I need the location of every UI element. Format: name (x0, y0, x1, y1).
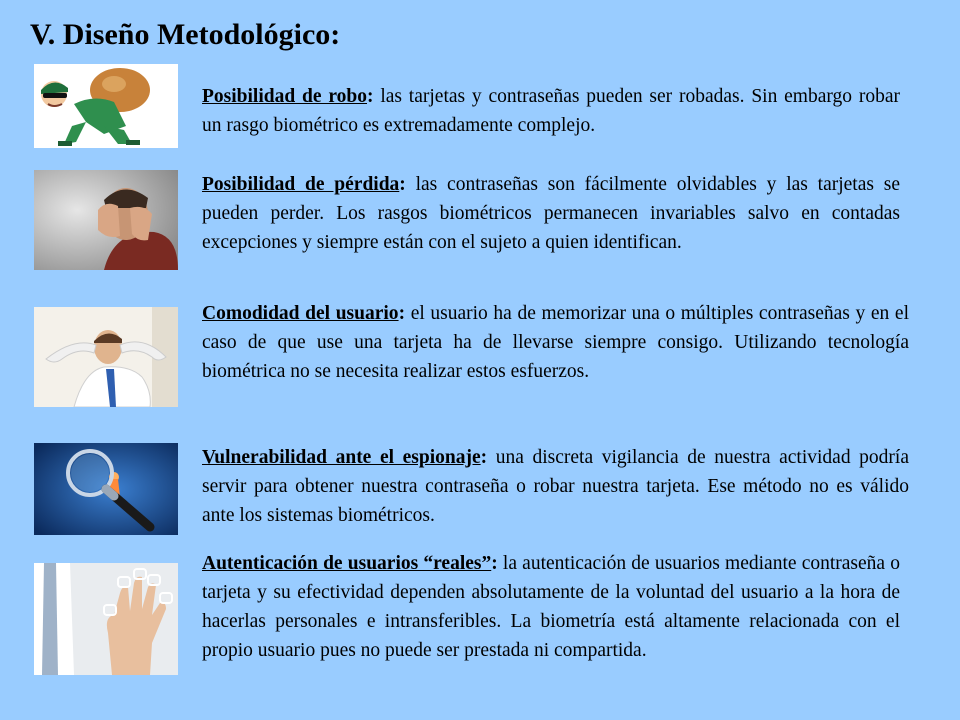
item-term: Autenticación de usuarios “reales” (202, 553, 492, 574)
item-comodidad: Comodidad del usuario: el usuario ha de memorizar una o múltiples contraseñas y en el caso de que use una tarjeta ha de llevarse siempre consigo. Utilizando tecnología biométrica no se necesita realizar estos esfuerzos. (202, 303, 909, 382)
thief-icon (34, 64, 178, 148)
relaxed-man-photo (34, 307, 178, 407)
item-text: el usuario ha de memorizar una o múltiples contraseñas y en el caso de que use una tarjeta ha de llevarse siempre consigo. Utilizando tecnología biométrica no se necesita realizar estos esfuerzos. (202, 303, 909, 382)
item-term: Vulnerabilidad ante el espionaje (202, 447, 481, 468)
item-text: una discreta vigilancia de nuestra actividad podría servir para obtener nuestra contraseña o robar nuestra tarjeta. Ese método no es válido ante los sistemas biométricos. (202, 447, 909, 526)
item-autenticacion: Autenticación de usuarios “reales”: la autenticación de usuarios mediante contraseña o tarjeta y su efectividad dependen absolutamente de la voluntad del usuario a la hora de hacerlas personales e intransferibles. La biometría está altamente relacionada con el propio usuario pues no puede ser prestada ni compartida. (202, 553, 900, 661)
item-term: Posibilidad de robo (202, 86, 367, 107)
hand-scan-photo (34, 563, 178, 675)
item-text: la autenticación de usuarios mediante contraseña o tarjeta y su efectividad dependen absolutamente de la voluntad del usuario a la hora de hacerlas personales e intransferibles. La biometría está altamente relacionada con el propio usuario pues no puede ser prestada ni compartida. (202, 553, 900, 661)
item-text: las tarjetas y contraseñas pueden ser robadas. Sin embargo robar un rasgo biométrico es extremadamente complejo. (202, 86, 900, 136)
item-robo: Posibilidad de robo: las tarjetas y contraseñas pueden ser robadas. Sin embargo robar un rasgo biométrico es extremadamente complejo. (202, 86, 900, 136)
item-espionaje: Vulnerabilidad ante el espionaje: una discreta vigilancia de nuestra actividad podría servir para obtener nuestra contraseña o robar nuestra tarjeta. Ese método no es válido ante los sistemas biométricos. (202, 447, 909, 526)
distressed-man-photo (34, 170, 178, 270)
item-perdida: Posibilidad de pérdida: las contraseñas son fácilmente olvidables y las tarjetas se pueden perder. Los rasgos biométricos permanecen invariables salvo en contadas excepciones y siempre están con el sujeto a quien identifican. (202, 174, 900, 253)
item-term: Posibilidad de pérdida (202, 174, 400, 195)
magnifier-keyhole-photo (34, 443, 178, 535)
item-text: las contraseñas son fácilmente olvidables y las tarjetas se pueden perder. Los rasgos biométricos permanecen invariables salvo en contadas excepciones y siempre están con el sujeto a quien identifican. (202, 174, 900, 253)
item-term: Comodidad del usuario (202, 303, 399, 324)
page-title: V. Diseño Metodológico: (30, 18, 341, 51)
